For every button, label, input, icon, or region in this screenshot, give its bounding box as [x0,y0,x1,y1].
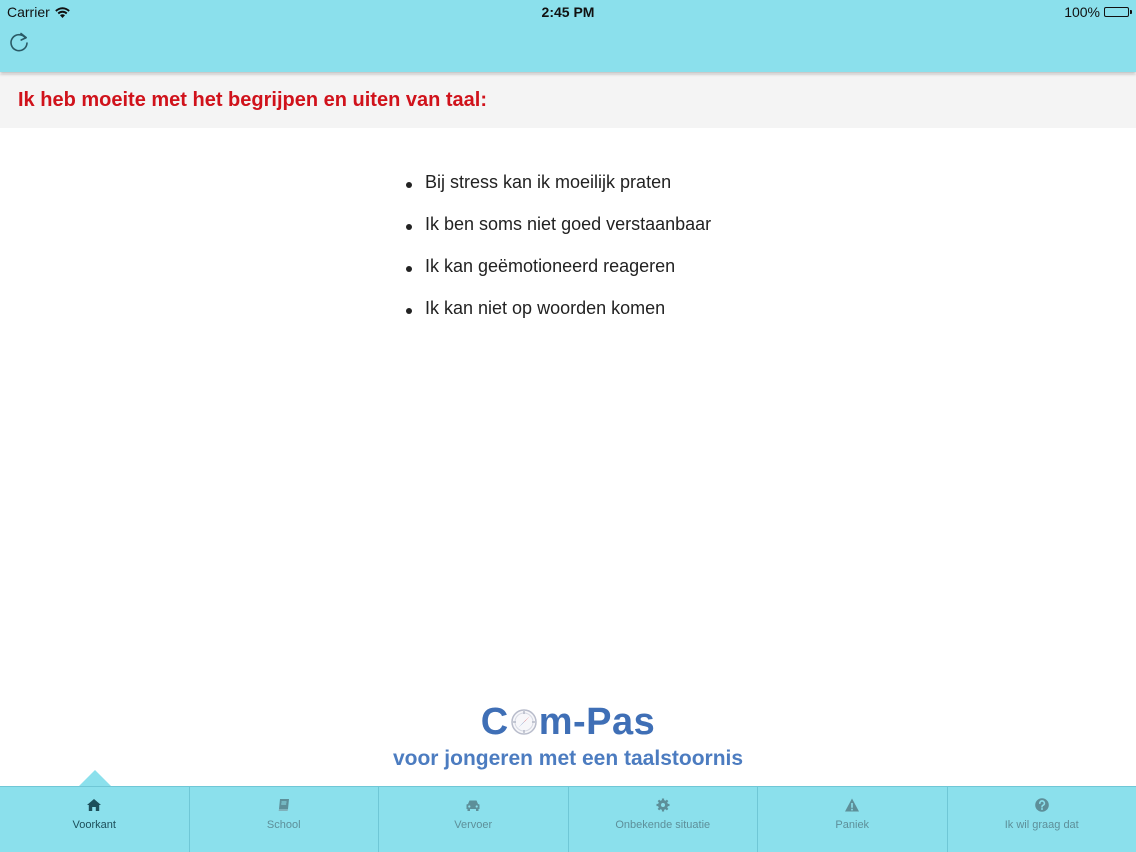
refresh-icon[interactable] [7,30,31,54]
tab-paniek[interactable] [758,787,948,852]
tab-bar [0,786,1136,852]
active-tab-pointer [79,770,111,786]
page-title: Ik heb moeite met het begrijpen en uiten van taal: [18,89,487,111]
logo-title-start: C [480,701,509,743]
status-bar [0,0,1136,24]
clock: 2:45 PM [541,4,595,20]
logo-subtitle: voor jongeren met een taalstoornis [392,747,744,770]
top-bar [0,0,1136,72]
battery-percentage: 100% [1064,4,1100,20]
list-item: Ik kan geëmotioneerd reageren [405,256,725,277]
logo-title [481,700,656,744]
tab-label: Vervoer [454,819,493,831]
tab-vervoer[interactable] [379,787,569,852]
battery-indicator [1064,4,1129,20]
tab-ik-wil-graag-dat[interactable] [948,787,1136,852]
carrier-label: Carrier [7,4,50,20]
warning-icon [844,797,860,813]
home-icon [86,797,102,813]
battery-icon [1104,7,1129,17]
tab-label: School [266,819,301,831]
difficulty-list [405,172,725,340]
car-icon [465,797,481,813]
list-item: Ik kan niet op woorden komen [405,298,725,319]
compas-logo [0,700,1136,744]
heading-bar [0,74,1136,128]
tab-label: Onbekende situatie [615,819,711,831]
tab-school[interactable] [190,787,380,852]
book-icon [276,797,292,813]
tab-label: Voorkant [72,819,116,831]
gear-icon [655,797,671,813]
tab-label: Paniek [835,819,870,831]
tab-onbekende-situatie[interactable] [569,787,759,852]
list-item: Ik ben soms niet goed verstaanbaar [405,214,725,235]
tab-label: Ik wil graag dat [1004,819,1079,831]
tab-voorkant[interactable] [0,787,190,852]
list-item: Bij stress kan ik moeilijk praten [405,172,725,193]
question-icon [1034,797,1050,813]
compass-icon [510,708,538,736]
logo-title-end: m-Pas [538,701,656,743]
